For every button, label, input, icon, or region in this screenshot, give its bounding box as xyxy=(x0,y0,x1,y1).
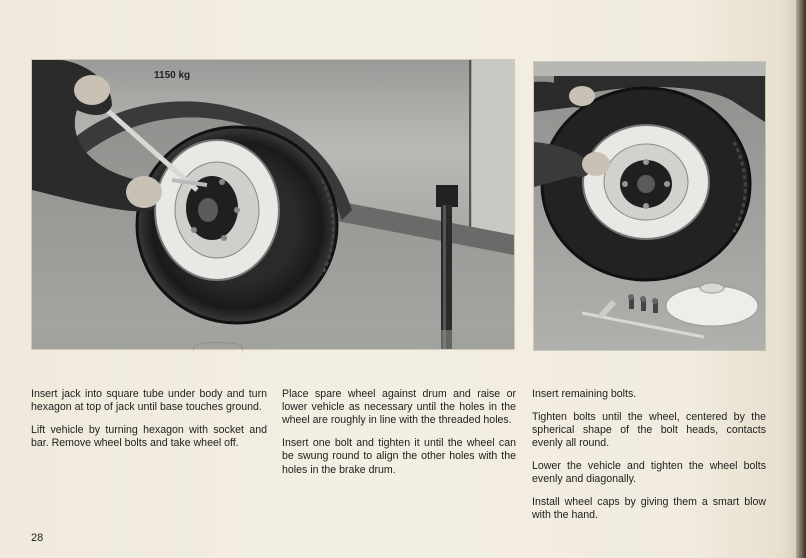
book-spine xyxy=(796,0,806,558)
instruction-paragraph: Tighten bolts until the wheel, centered by the spherical shape of the bolt heads, contacts evenly all round. xyxy=(532,410,766,450)
instruction-column-2 xyxy=(282,388,516,486)
instruction-paragraph: Insert one bolt and tighten it until the wheel can be swung round to align the other holes with the holes in the brake drum. xyxy=(282,437,516,476)
instruction-paragraph: Lower the vehicle and tighten the wheel bolts evenly and diagonally. xyxy=(532,459,766,486)
instruction-paragraph: Lift vehicle by turning hexagon with socket and bar. Remove wheel bolts and take wheel off. xyxy=(31,423,267,450)
photo-jacking-vehicle xyxy=(32,60,514,349)
photo-mounting-spare-wheel xyxy=(534,62,765,350)
instruction-paragraph: Place spare wheel against drum and raise or lower vehicle as necessary until the holes in the wheel are roughly in line with the threaded holes. xyxy=(282,388,516,427)
weight-plate-text: 1150 kg xyxy=(154,70,191,81)
instruction-column-3 xyxy=(532,388,766,532)
instruction-paragraph: Insert jack into square tube under body and turn hexagon at top of jack until base touches ground. xyxy=(31,388,267,414)
bleed-through-wheel xyxy=(193,342,243,353)
instruction-paragraph: Install wheel caps by giving them a smart blow with the hand. xyxy=(532,495,766,521)
instruction-paragraph: Insert remaining bolts. xyxy=(532,388,637,400)
page-number: 28 xyxy=(31,532,44,544)
instruction-column-1 xyxy=(31,388,267,460)
